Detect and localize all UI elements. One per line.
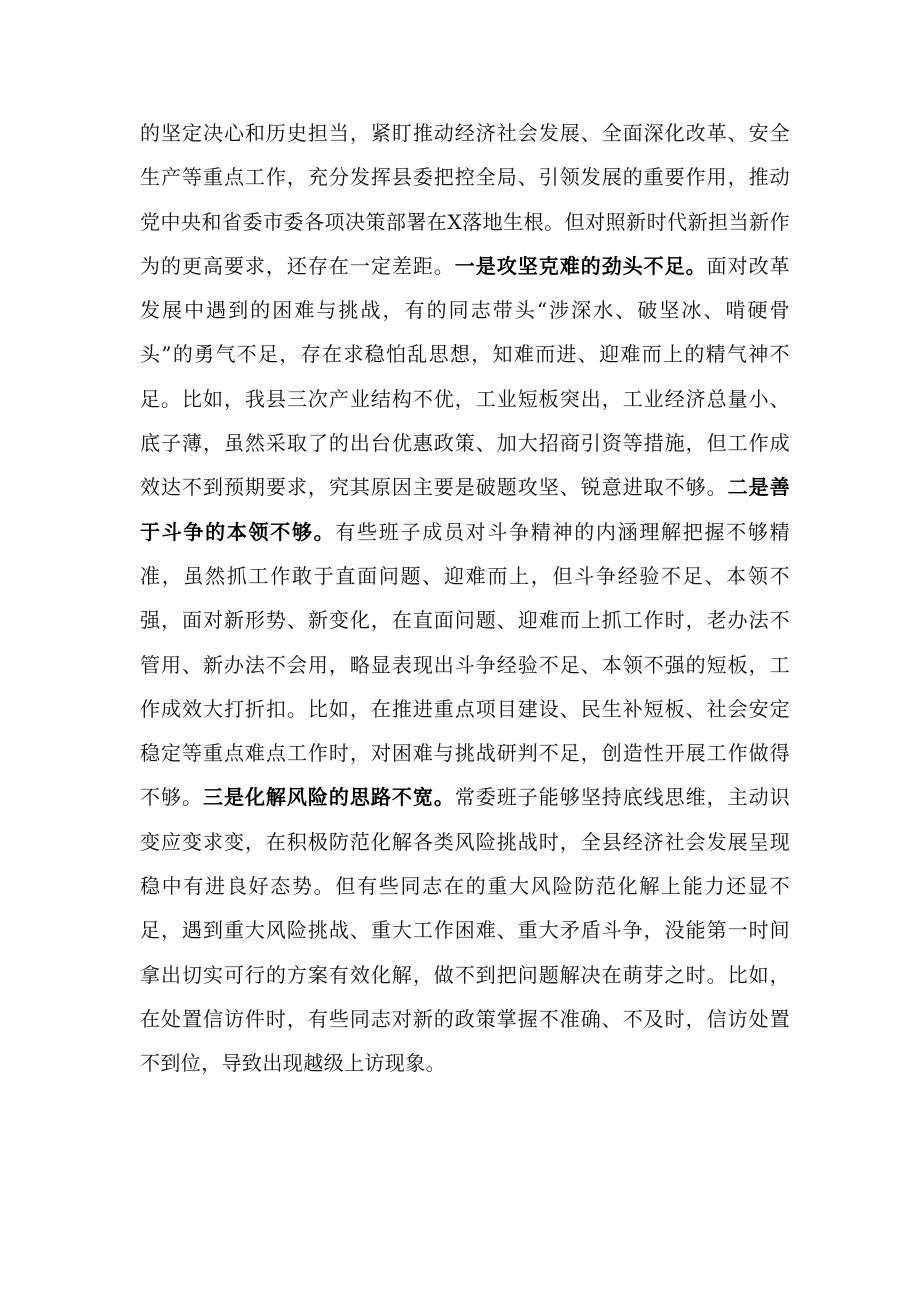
point-two-heading: 二是善于斗争的本领不够。	[140, 475, 790, 544]
point-one-heading: 一是攻坚克难的劲头不足。	[454, 253, 707, 278]
paragraph-text-run: 有些班子成员对斗争精神的内涵理解把握不够精准，虽然抓工作敢于直面问题、迎难而上，但斗争经验不足、本领不强，面对新形势、新变化，在直面问题、迎难而上抓工作时，老办法不管用、新办法不会用，略显表现出斗争经验不足、本领不强的短板，工作成效大打折扣。比如，在推进重点项目建设、民生补短板、社会安定稳定等重点难点工作时，对困难与挑战研判不足，创造性开展工作做得不够。	[140, 519, 790, 810]
paragraph-text-run: 的坚定决心和历史担当，紧盯推动经济社会发展、全面深化改革、安全生产等重点工作，充分发挥县委把控全局、引领发展的重要作用，推动党中央和省委市委各项决策部署在X落地生根。但对照新时代新担当新作为的更高要求，还存在一定差距。	[140, 121, 790, 278]
point-three-heading: 三是化解风险的思路不宽。	[202, 785, 455, 810]
body-paragraph	[140, 111, 790, 1086]
paragraph-text-run: 常委班子能够坚持底线思维，主动识变应变求变，在积极防范化解各类风险挑战时，全县经济社会发展呈现稳中有进良好态势。但有些同志在的重大风险防范化解上能力还显不足，遇到重大风险挑战、重大工作困难、重大矛盾斗争，没能第一时间拿出切实可行的方案有效化解，做不到把问题解决在萌芽之时。比如，在处置信访件时，有些同志对新的政策掌握不准确、不及时，信访处置不到位，导致出现越级上访现象。	[140, 785, 791, 1076]
paragraph-text-run: 面对改革发展中遇到的困难与挑战，有的同志带头“涉深水、破坚冰、啃硬骨头”的勇气不足，存在求稳怕乱思想，知难而进、迎难而上的精气神不足。比如，我县三次产业结构不优，工业短板突出，工业经济总量小、底子薄，虽然采取了的出台优惠政策、加大招商引资等措施，但工作成效达不到预期要求，究其原因主要是破题攻坚、锐意进取不够。	[140, 253, 790, 500]
